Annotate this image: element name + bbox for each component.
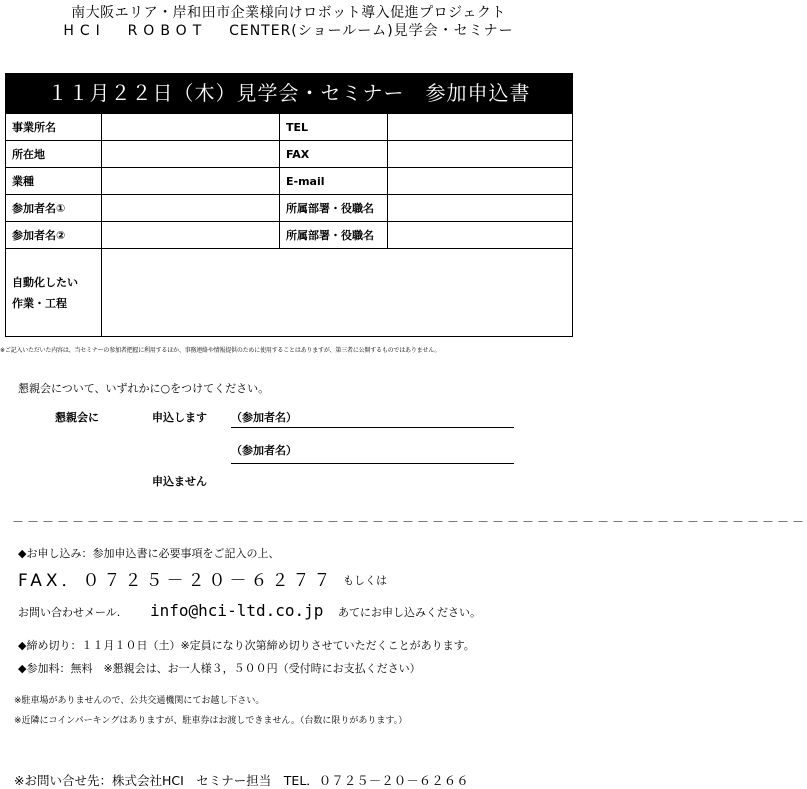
field-tel[interactable] [388, 114, 573, 141]
field-company[interactable] [102, 114, 280, 141]
privacy-note: ※ご記入いただいた内容は、当セミナーの参加者把握に利用するほか、事務連絡や情報提供のために使用することはありますが、第三者に公開するものではありません。 [0, 347, 441, 354]
label-participant-2: 参加者名② [6, 222, 102, 249]
party-decline-option[interactable]: 申込ません [152, 475, 207, 488]
label-email: E-mail [280, 168, 388, 195]
field-participant-2[interactable] [102, 222, 280, 249]
party-name-line-1[interactable] [231, 427, 514, 428]
label-address: 所在地 [6, 141, 102, 168]
label-department-1: 所属部署・役職名 [280, 195, 388, 222]
or-text: もしくは [343, 574, 387, 587]
field-email[interactable] [388, 168, 573, 195]
form-title-banner: １１月２２日（木）見学会・セミナー 参加申込書 [5, 73, 573, 113]
header-line-1: 南大阪エリア・岸和田市企業様向けロボット導入促進プロジェクト [71, 5, 506, 21]
party-label: 懇親会に [55, 411, 99, 424]
field-department-2[interactable] [388, 222, 573, 249]
fax-number: FAX．０７２５－２０－６２７７ [18, 571, 335, 591]
header-robot: ROBOT [127, 23, 208, 39]
parking-note-1: ※駐車場がありませんので、公共交通機関にてお越し下さい。 [14, 696, 265, 706]
form-row-industry [6, 168, 573, 195]
party-apply-option[interactable]: 申込します [152, 411, 207, 424]
label-tel: TEL [280, 114, 388, 141]
label-automation: 自動化したい 作業・工程 [6, 249, 102, 337]
label-department-2: 所属部署・役職名 [280, 222, 388, 249]
field-fax[interactable] [388, 141, 573, 168]
form-row-company [6, 114, 573, 141]
mail-suffix: あてにお申し込みください。 [338, 606, 481, 619]
form-row-participant-1 [6, 195, 573, 222]
contact-info: ※お問い合せ先：株式会社HCI セミナー担当 TEL．０７２５－２０－６２６６ [14, 773, 469, 788]
label-fax: FAX [280, 141, 388, 168]
header-line-2 [0, 20, 577, 40]
field-industry[interactable] [102, 168, 280, 195]
mail-prefix: お問い合わせメール. [18, 606, 121, 619]
apply-instruction: ◆お申し込み：参加申込書に必要事項をご記入の上、 [18, 547, 280, 560]
application-form-table [5, 113, 573, 337]
party-name-line-2[interactable] [231, 463, 514, 464]
field-automation[interactable] [102, 249, 573, 337]
header-center: CENTER(ショールーム)見学会・セミナー [229, 23, 514, 39]
field-participant-1[interactable] [102, 195, 280, 222]
form-row-participant-2 [6, 222, 573, 249]
form-row-automation [6, 249, 573, 337]
field-department-1[interactable] [388, 195, 573, 222]
email-address[interactable]: info@hci-ltd.co.jp [150, 601, 324, 620]
label-industry: 業種 [6, 168, 102, 195]
parking-note-2: ※近隣にコインパーキングはありますが、駐車券はお渡しできません。（台数に限りがあります。） [14, 716, 408, 726]
party-intro: 懇親会について、いずれかに○をつけてください。 [18, 382, 270, 395]
deadline-text: ◆締め切り：１１月１０日（土）※定員になり次第締め切りさせていただくことがあります。 [18, 639, 475, 652]
label-participant-1: 参加者名① [6, 195, 102, 222]
header-hci: HCI [63, 23, 106, 39]
form-row-address [6, 141, 573, 168]
label-company: 事業所名 [6, 114, 102, 141]
party-name-label-1: （参加者名） [231, 411, 297, 424]
fee-text: ◆参加料：無料 ※懇親会は、お一人様３，５００円（受付時にお支払ください） [18, 662, 421, 675]
party-name-label-2: （参加者名） [231, 444, 297, 457]
field-address[interactable] [102, 141, 280, 168]
cut-line-divider: －－－－－－－－－－－－－－－－－－－－－－－－－－－－－－－－－－－－－－－－－－－－－－－－－－－－－ [12, 515, 807, 529]
